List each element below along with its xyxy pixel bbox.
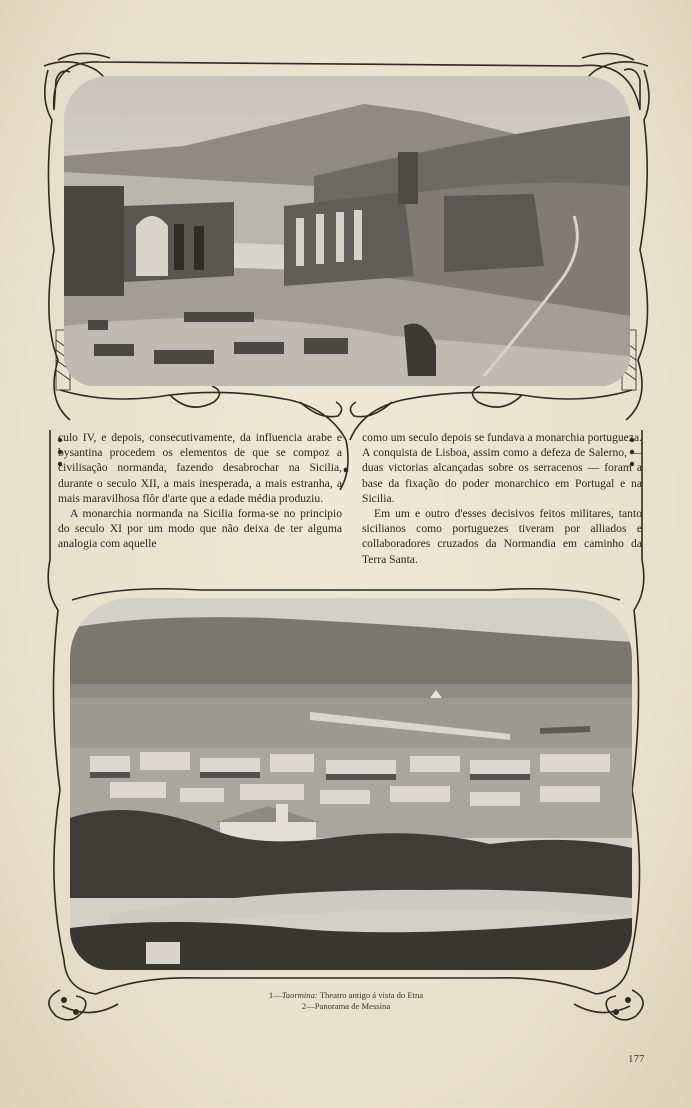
photo-captions — [0, 990, 692, 1012]
photo-messina-panorama — [70, 598, 632, 970]
text-column-right — [362, 430, 642, 567]
text-column-left — [58, 430, 342, 552]
paragraph: A monarchia normanda na Sicilia forma-se no principio do seculo XI por um modo que não deixa de ter alguma analogia com aquelle — [58, 507, 342, 551]
caption-1-text: Theatro antigo á vista do Etna — [319, 990, 424, 1000]
page-number: 177 — [628, 1053, 645, 1065]
photo-taormina-theatre — [64, 76, 630, 386]
paragraph: culo IV, e depois, consecutivamente, da influencia arabe e bysantina procedem os elementos de que se compoz a civilisação normanda, fazendo desabrochar na Sicilia, durante o seculo XII, a mais inesperada, a mais estranha, a mais maravilhosa flôr d'arte que a edade média produziu. — [58, 431, 342, 505]
caption-1-number: 1— — [268, 990, 282, 1000]
caption-1-place: Taormina: — [281, 990, 318, 1000]
paragraph: Em um e outro d'esses decisivos feitos militares, tanto sicilianos como portuguezes tiveram por alliados e collaboradores cruzados da Normandia em caminho da Terra Santa. — [362, 507, 642, 566]
paragraph: como um seculo depois se fundava a monarchia portugueza. A conquista de Lisboa, assim como a defeza de Salerno, — duas victorias alcançadas sobre os serracenos — foram a base da fixação do poder monarchico em Portugal e na Sicilia. — [362, 431, 642, 505]
caption-2: 2—Panorama de Messina — [301, 1001, 391, 1011]
caption-1 — [0, 990, 692, 1001]
